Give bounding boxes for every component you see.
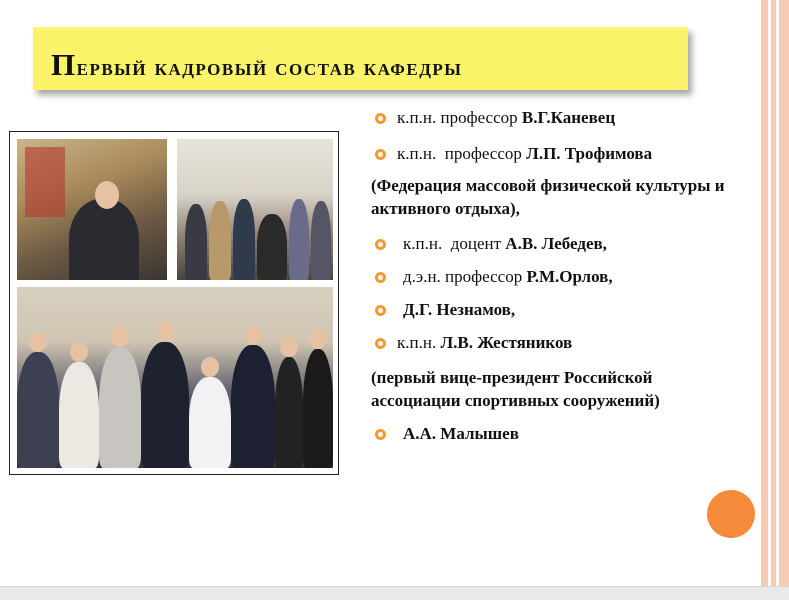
bottom-bar bbox=[0, 586, 789, 600]
circle-bullet-icon bbox=[375, 338, 386, 349]
list-note: (первый вице-президент Российской ассоциации спортивных сооружений) bbox=[371, 368, 660, 410]
circle-bullet-icon bbox=[375, 272, 386, 283]
circle-bullet-icon bbox=[375, 113, 386, 124]
decorative-circle bbox=[707, 490, 755, 538]
list-note: (Федерация массовой физической культуры и активного отдыха), bbox=[371, 176, 725, 218]
circle-bullet-icon bbox=[375, 429, 386, 440]
photo-group-staff bbox=[17, 287, 333, 468]
photo-group-meeting bbox=[177, 139, 333, 280]
title-banner bbox=[33, 27, 688, 90]
photo-collage bbox=[9, 131, 339, 475]
circle-bullet-icon bbox=[375, 149, 386, 160]
decorative-stripes bbox=[759, 0, 789, 600]
slide-title: Первый кадровый состав кафедры bbox=[51, 47, 463, 82]
circle-bullet-icon bbox=[375, 305, 386, 316]
circle-bullet-icon bbox=[375, 239, 386, 250]
photo-portrait bbox=[17, 139, 167, 280]
